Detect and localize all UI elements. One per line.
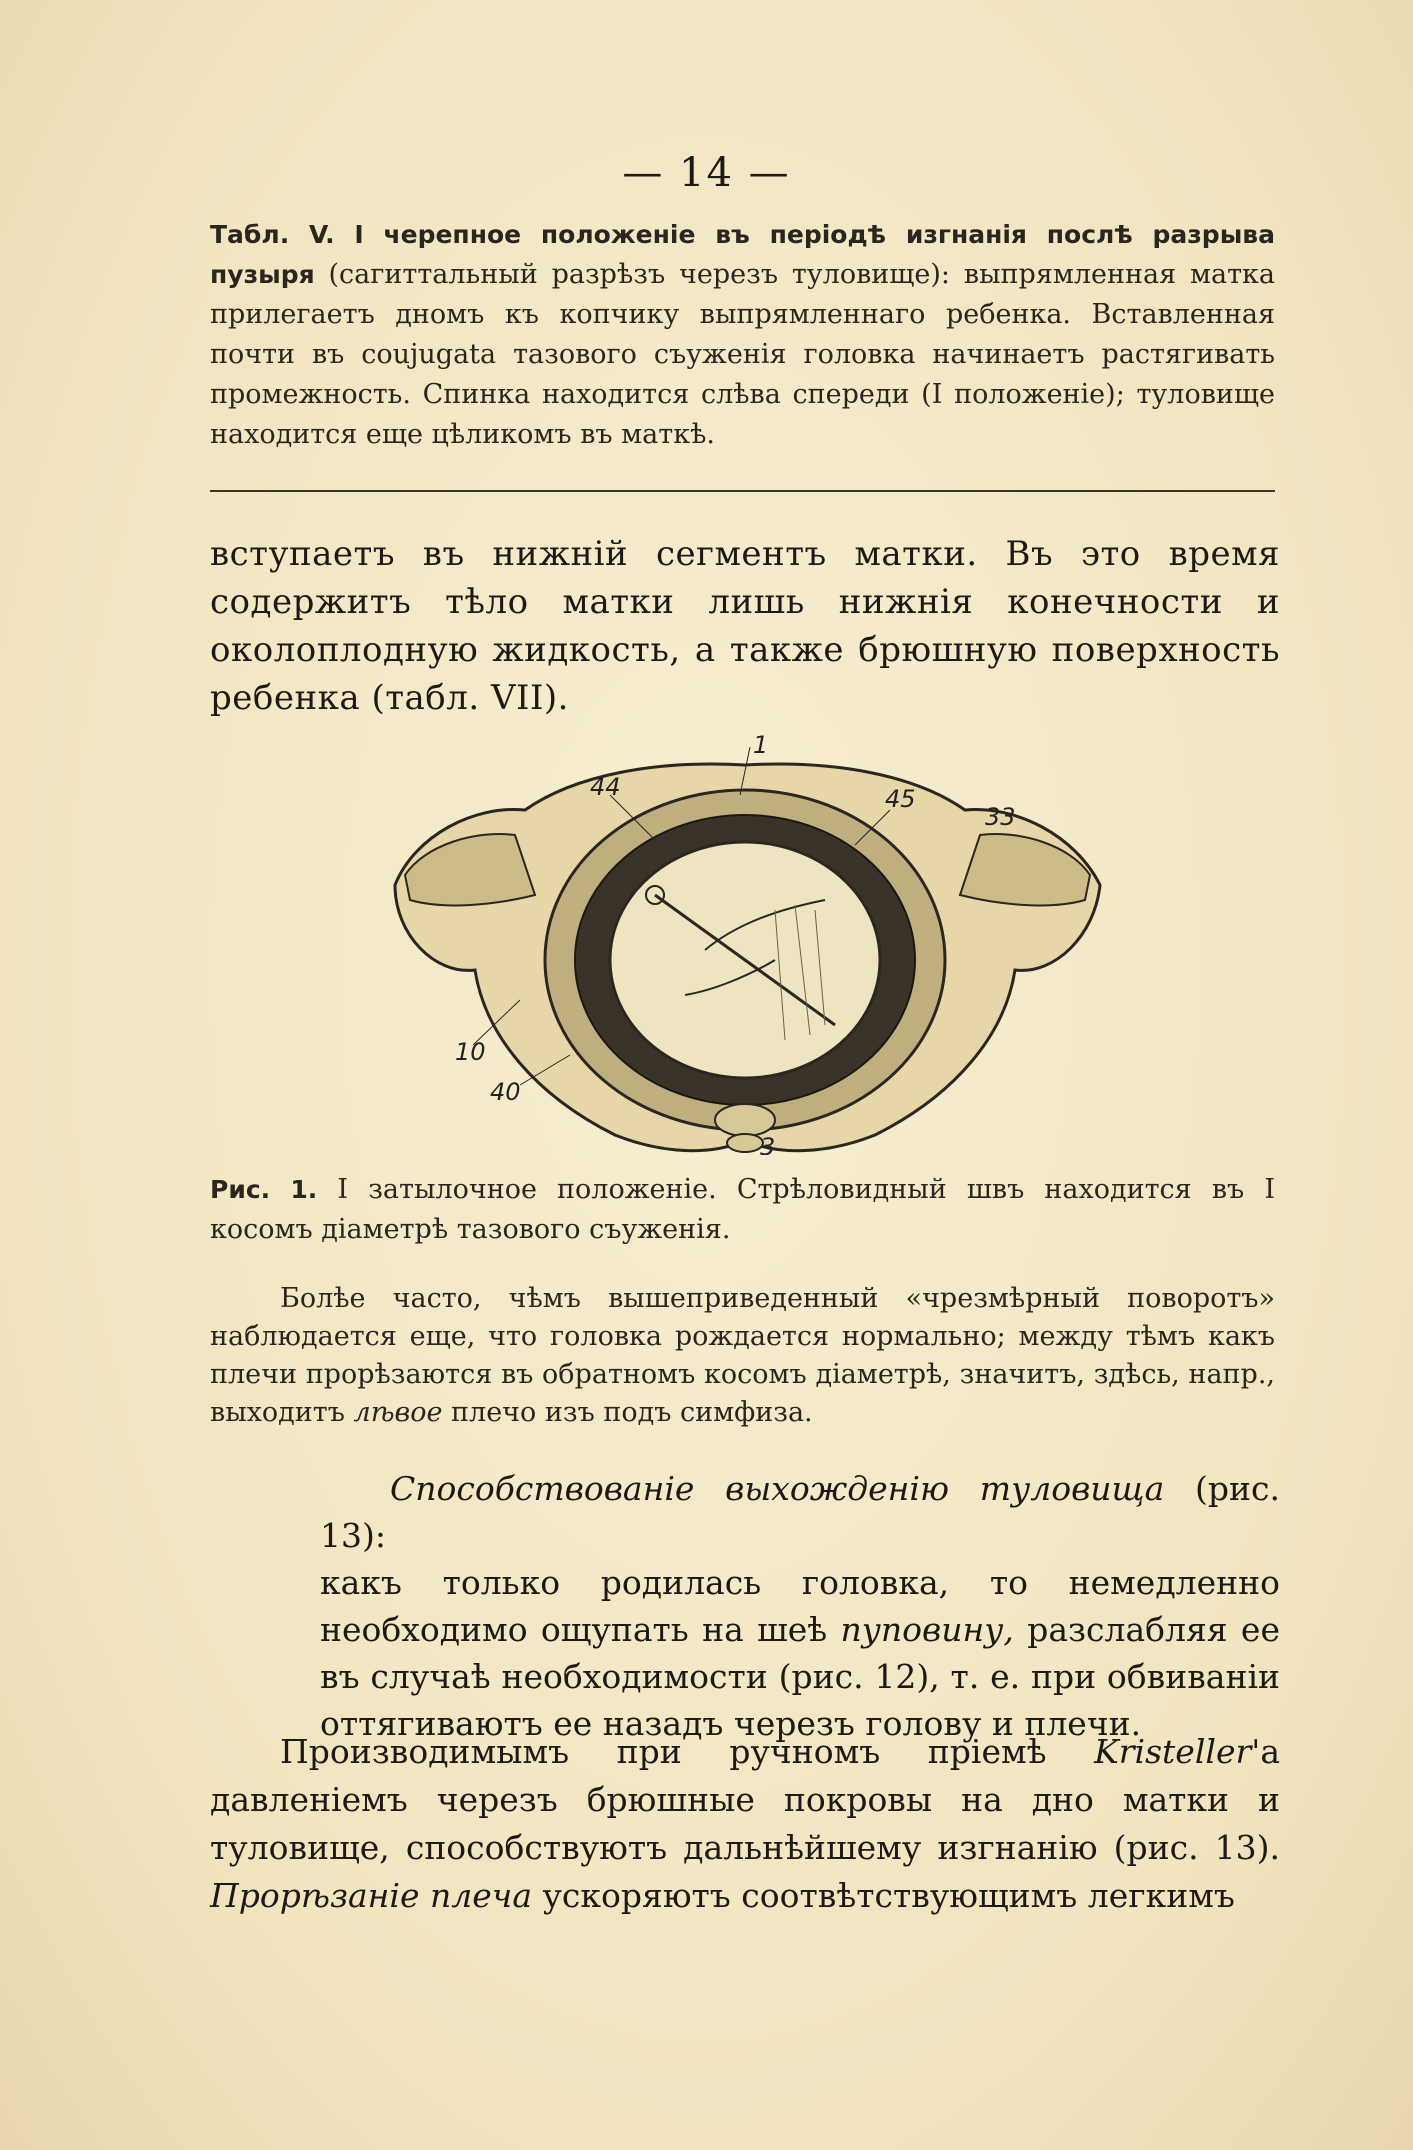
- paragraph-2-before: Болѣе часто, чѣмъ вышеприведенный «чрезмѣрный поворотъ» наблюдается еще, что головка рождается нормально; между тѣмъ какъ плечи прорѣзаются въ обратномъ косомъ діаметрѣ, значитъ, здѣсь, напр., выходитъ: [210, 1283, 1275, 1428]
- indented-block: [320, 1465, 1280, 1747]
- figure-label-3: 3: [760, 1133, 776, 1155]
- figure-label-1: 1: [753, 735, 769, 759]
- indented-italic-mid: пуповину,: [840, 1610, 1014, 1649]
- paragraph-3: [210, 1728, 1280, 1920]
- table-caption: [210, 215, 1275, 455]
- pelvis-illustration: [355, 735, 1135, 1155]
- table-caption-text: (сагиттальный разрѣзъ черезъ туловище): выпрямленная матка прилегаетъ дномъ къ копчику выпрямленнаго ребенка. Вставленная почти въ coujugata тазового съуженія головка начинаетъ растягивать промежность. Спинка находится слѣва спереди (I положеніе); туловище находится еще цѣликомъ въ маткѣ.: [210, 259, 1275, 450]
- indented-lead-after: (рис. 13):: [320, 1469, 1280, 1555]
- figure-label-44: 44: [590, 773, 621, 801]
- paragraph-3-after-term: ускоряютъ соотвѣтствующимъ легкимъ: [532, 1876, 1235, 1915]
- indented-italic-lead: Способствованіе выхожденію туловища: [390, 1469, 1165, 1508]
- paragraph-2: [210, 1280, 1275, 1432]
- divider-rule: [210, 490, 1275, 492]
- indented-heading: [320, 1465, 1280, 1559]
- page-number: — 14 —: [622, 150, 791, 196]
- indented-text-after: разслабляя ее въ случаѣ необходимости (рис. 12), т. е. при обвиваніи оттягиваютъ ее назадъ черезъ голову и плечи.: [320, 1610, 1280, 1743]
- paragraph-3-italic-term: Прорѣзаніе плеча: [210, 1876, 532, 1915]
- figure-label-40: 40: [490, 1078, 521, 1106]
- figure-caption: [210, 1170, 1275, 1250]
- pelvis-figure: [355, 735, 1135, 1155]
- figure-label-33: 33: [985, 803, 1016, 831]
- figure-caption-text: I затылочное положеніе. Стрѣловидный швъ находится въ I косомъ діаметрѣ тазового съуженія.: [210, 1174, 1275, 1245]
- paragraph-2-italic: лѣвое: [353, 1397, 443, 1428]
- figure-label-45: 45: [885, 785, 916, 813]
- indented-text-before: какъ только родилась головка, то немедленно необходимо ощупать на шеѣ: [320, 1563, 1280, 1649]
- paragraph-3-after-name: 'а давленіемъ черезъ брюшные покровы на дно матки и туловище, способствуютъ дальнѣйшему изгнанію (рис. 13).: [210, 1732, 1280, 1867]
- figure-label-10: 10: [455, 1038, 486, 1066]
- table-caption-lead: Табл. V. I черепное положеніе въ періодѣ изгнанія послѣ разрыва пузыря: [210, 220, 1275, 289]
- paragraph-3-before: Производимымъ при ручномъ пріемѣ: [280, 1732, 1095, 1771]
- main-paragraph: вступаетъ въ нижній сегментъ матки. Въ это время содержитъ тѣло матки лишь нижнія конечности и околоплодную жидкость, а также брюшную поверхность ребенка (табл. VII).: [210, 534, 1280, 718]
- paragraph-2-after: плечо изъ подъ симфиза.: [442, 1397, 813, 1428]
- paragraph-3-italic-name: Kristeller: [1094, 1732, 1252, 1771]
- figure-caption-lead: Рис. 1.: [210, 1175, 318, 1204]
